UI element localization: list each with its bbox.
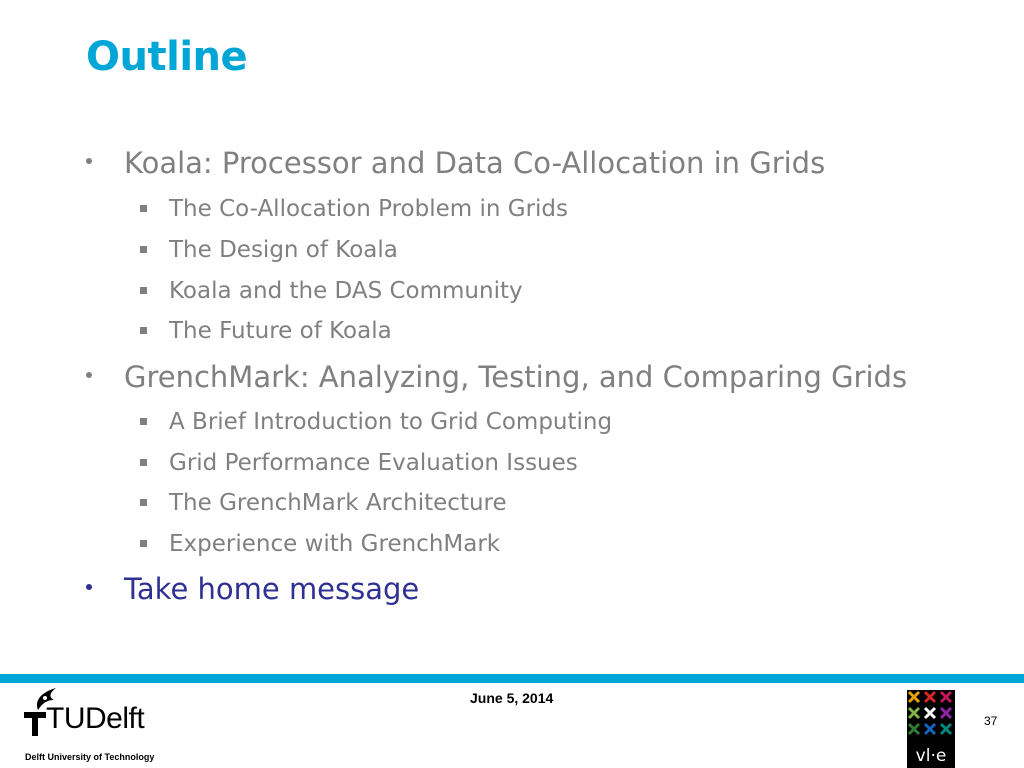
vle-mark [909,708,919,718]
outline-subitem-text: Grid Performance Evaluation Issues [169,450,578,476]
outline-subitem [169,237,398,263]
outline-item-text: Koala: Processor and Data Co-Allocation in Grids [124,146,826,180]
outline-subitem-text: The Design of Koala [169,237,398,263]
logo-subtitle: Delft University of Technology [25,752,155,762]
flame-icon-dot [43,696,47,700]
vle-mark [941,708,951,718]
bullet-square [140,540,147,547]
outline-subitem [169,531,500,557]
outline-subitem-text: A Brief Introduction to Grid Computing [169,409,613,435]
outline-subitem [169,409,612,435]
footer-bar [0,674,1024,683]
bullet-square [140,246,147,253]
bullet-dot [86,584,92,590]
vle-mark [909,692,919,702]
outline-item-text: GrenchMark: Analyzing, Testing, and Comparing Grids [124,360,908,394]
footer-date: June 5, 2014 [470,690,554,706]
bullet-square [140,499,147,506]
outline-subitem [169,278,523,304]
outline-item-koala [124,146,825,180]
vle-mark [909,724,919,734]
vle-pattern-icon [907,690,955,748]
vle-mark [925,724,935,734]
vle-logo [907,690,955,768]
outline-subitem-text: The Co-Allocation Problem in Grids [169,196,569,222]
outline-subitem [169,490,507,516]
bullet-dot [86,158,92,164]
slide-title: Outline [86,34,248,80]
bullet-dot [86,372,92,378]
vle-mark [941,692,951,702]
bullet-square [140,205,147,212]
outline-subitem [169,318,392,344]
vle-mark [941,724,951,734]
bullet-square [140,459,147,466]
t-letter-stem [32,712,38,736]
outline-item-take-home [124,572,419,606]
outline-subitem [169,196,568,222]
vle-text: vl·e [915,746,947,766]
outline-subitem-text: Koala and the DAS Community [169,278,523,304]
outline-item-text: Take home message [124,572,420,606]
outline-subitem [169,450,578,476]
outline-item-grenchmark [124,360,907,394]
bullet-square [140,327,147,334]
vle-mark [925,692,935,702]
vle-mark [925,708,935,718]
outline-subitem-text: The GrenchMark Architecture [169,490,507,516]
outline-subitem-text: Experience with GrenchMark [169,531,501,557]
bullet-square [140,418,147,425]
bullet-square [140,287,147,294]
page-number: 37 [984,714,998,728]
logo-text: TUDelft [46,702,145,735]
outline-subitem-text: The Future of Koala [169,318,392,344]
